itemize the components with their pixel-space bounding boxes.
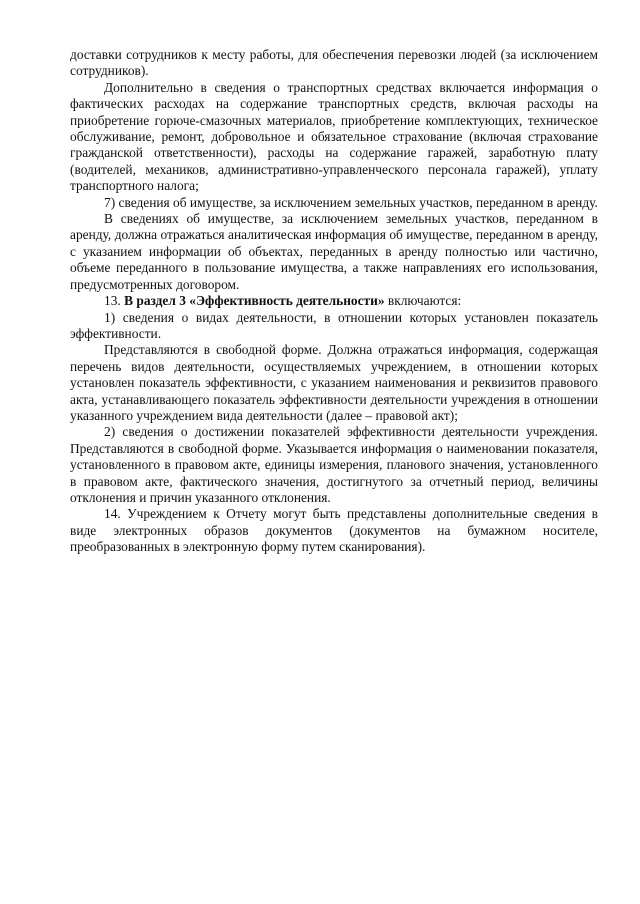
item-13-number: 13.: [104, 293, 125, 309]
paragraph-performance-indicators: 2) сведения о достижении показателей эффективности деятельности учреждения. Представляются в свободной форме. Указывается информация о наименовании показателя, установленного в правовом акте, единицы измерения, планового значения, установленного в правовом акте, фактического значения, достигнутого за отчетный период, величины отклонения и причин указанного отклонения.: [70, 424, 598, 505]
document-page: [70, 47, 598, 556]
paragraph-item-14: 14. Учреждением к Отчету могут быть представлены дополнительные сведения в виде электронных образов документов (документов на бумажном носителе, преобразованных в электронную форму путем сканирования).: [70, 506, 598, 555]
section-3-title: В раздел 3 «Эффективность деятельности»: [124, 293, 385, 309]
paragraph-transport-expenses: Дополнительно в сведения о транспортных средствах включается информация о фактических расходах на содержание транспортных средств, включая расходы на приобретение горюче-смазочных материалов, приобретение комплектующих, техническое обслуживание, ремонт, добровольное и обязательное страхование (включая страхование гражданской ответственности), расходы на содержание гаражей, заработную плату (водителей, механиков, административно-управленческого персонала гаражей), уплату транспортного налога;: [70, 79, 598, 194]
paragraph-transport-delivery: доставки сотрудников к месту работы, для обеспечения перевозки людей (за исключением сотрудников).: [70, 47, 598, 79]
item-13-rest: включаются:: [384, 293, 462, 309]
paragraph-item-7: 7) сведения об имуществе, за исключением земельных участков, переданном в аренду.: [104, 194, 598, 210]
paragraph-leased-property: В сведениях об имуществе, за исключением земельных участков, переданном в аренду, должна отражаться аналитическая информация об имуществе, переданном в аренду, с указанием информации об объектах, переданных в аренду полностью или частично, объеме переданного в пользование имущества, а также направлениях его использования, предусмотренных договором.: [70, 211, 598, 292]
paragraph-item-13: [70, 293, 598, 309]
paragraph-activity-types: 1) сведения о видах деятельности, в отношении которых установлен показатель эффективности.: [70, 309, 598, 341]
paragraph-free-form-activity: Представляются в свободной форме. Должна отражаться информация, содержащая перечень видов деятельности, осуществляемых учреждением, в отношении которых установлен показатель эффективности, с указанием наименования и реквизитов правового акта, устанавливающего показатель эффективности деятельности учреждения в отношении указанного учреждением вида деятельности (далее – правовой акт);: [70, 342, 598, 423]
